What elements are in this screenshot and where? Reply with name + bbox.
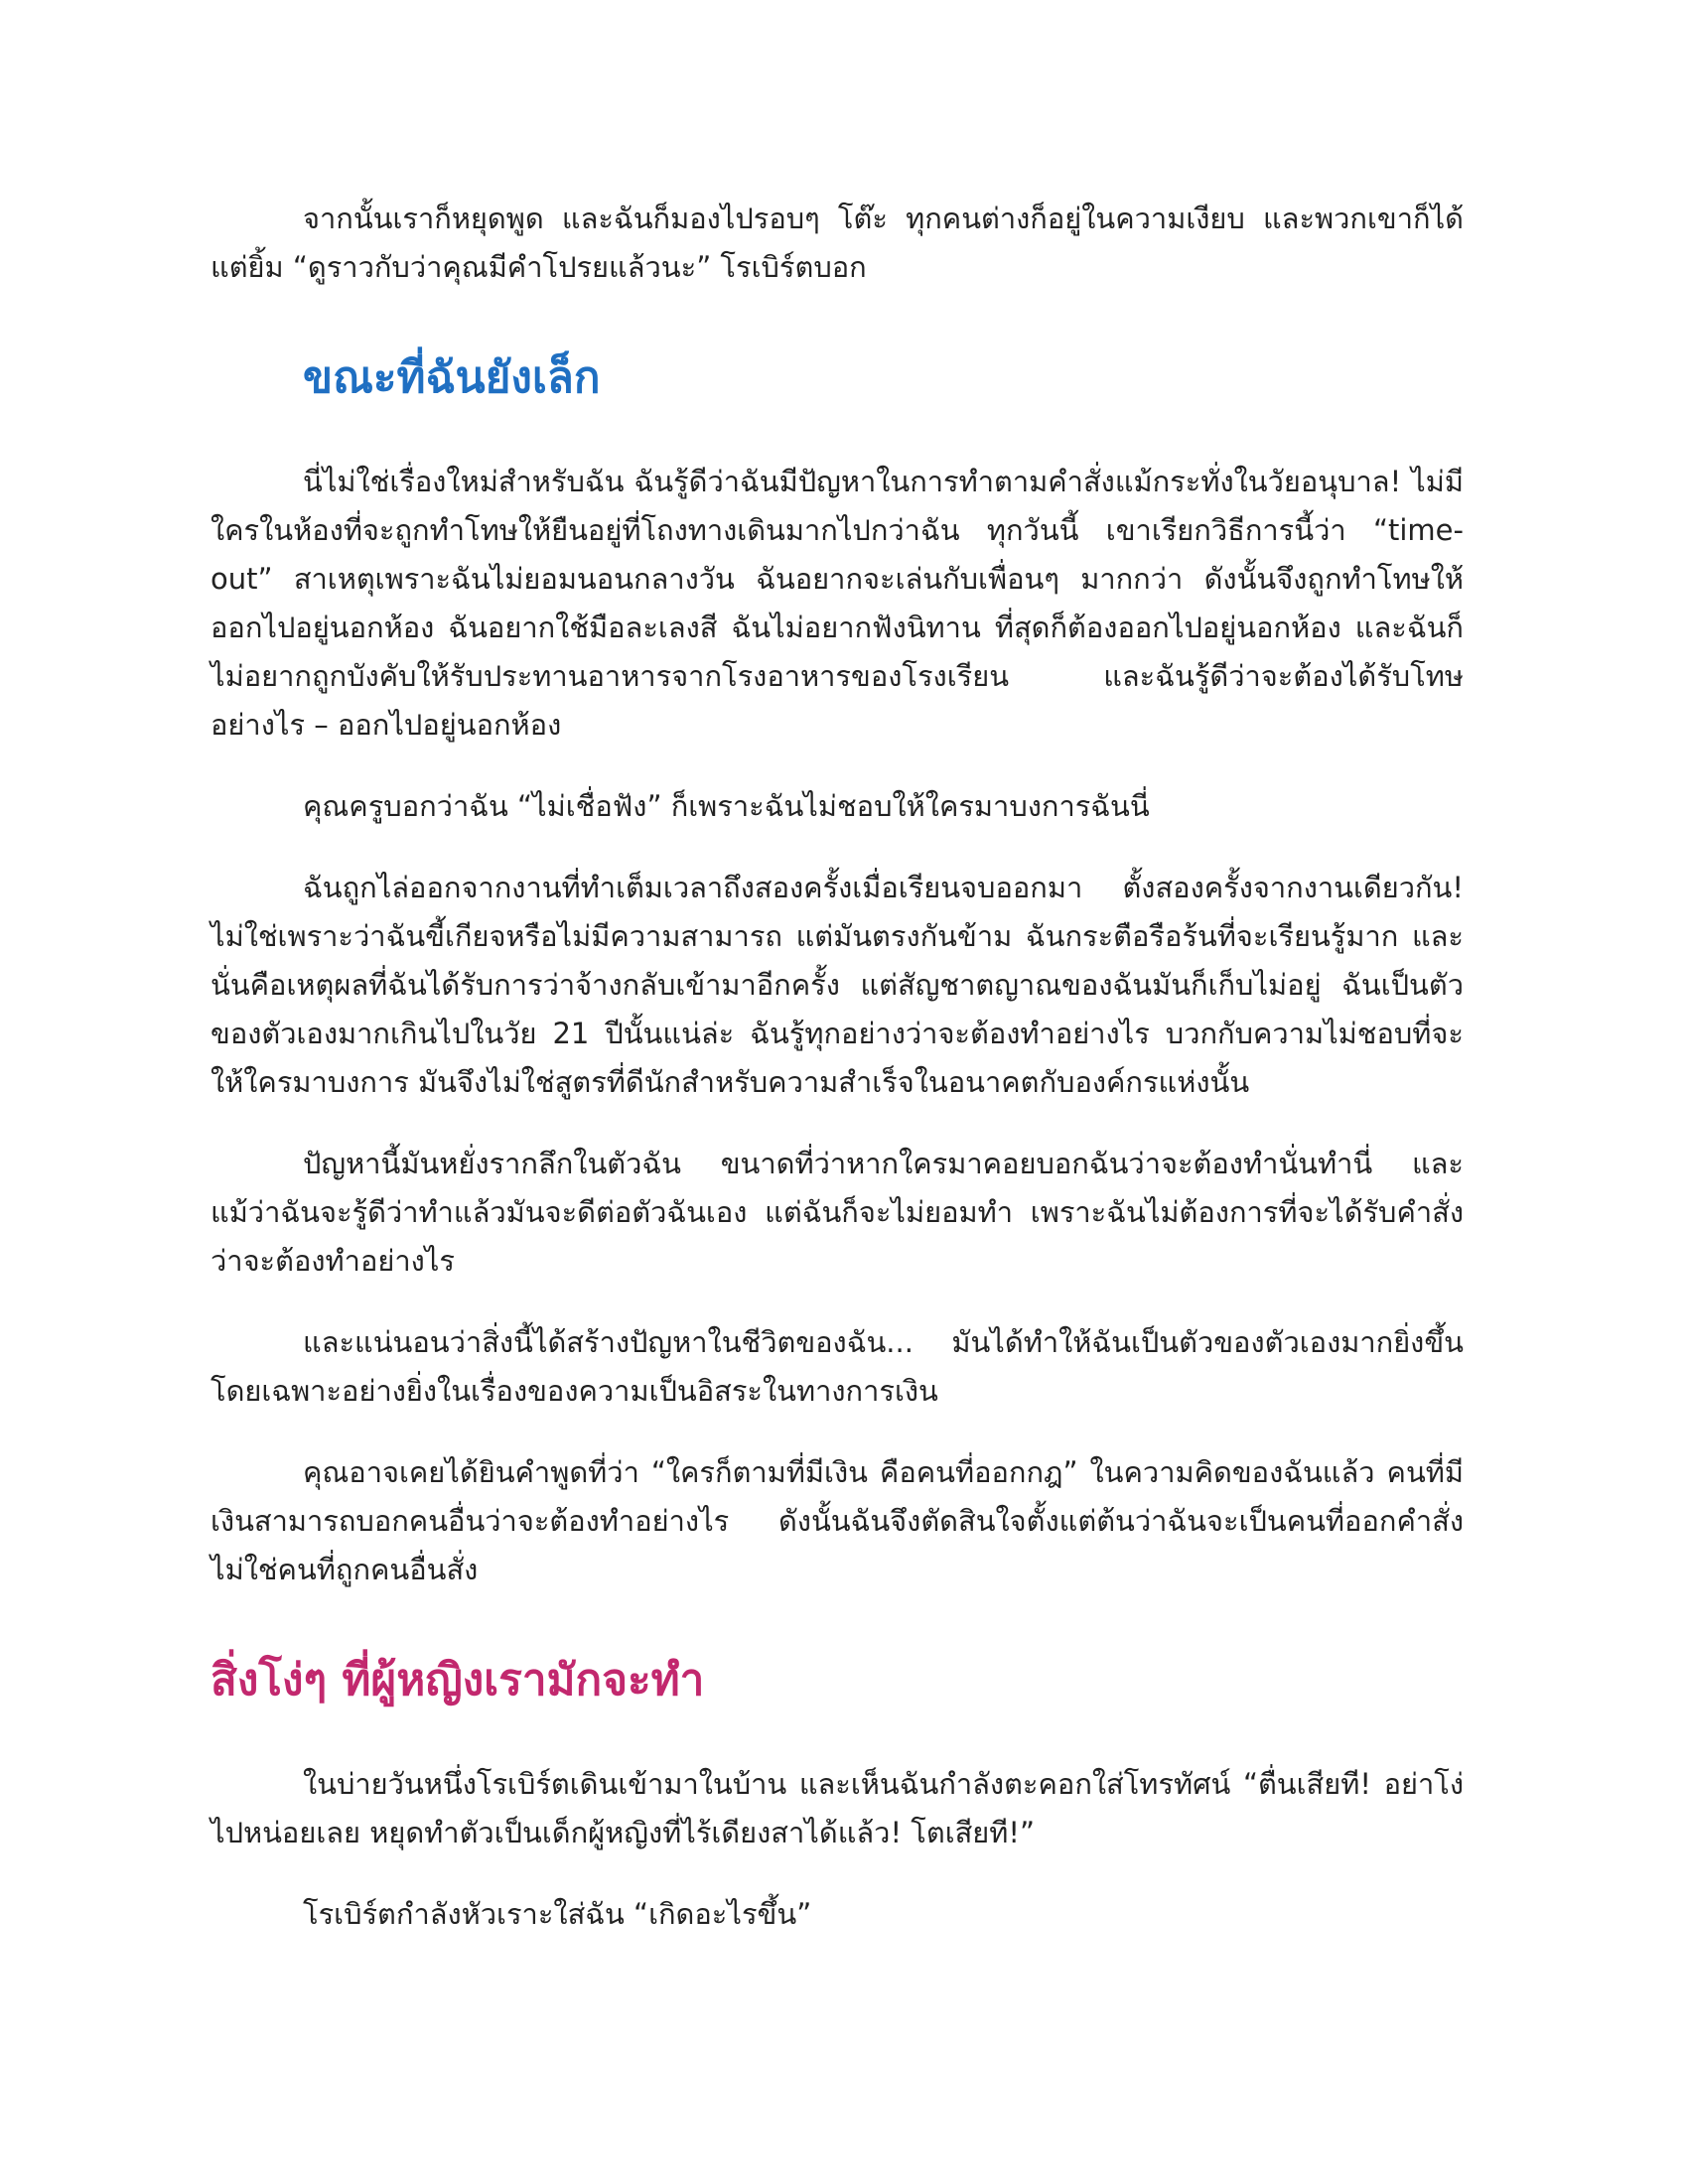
paragraph: คุณครูบอกว่าฉัน “ไม่เชื่อฟัง” ก็เพราะฉันไม่ชอบให้ใครมาบงการฉันนี่ <box>303 789 1150 823</box>
section-women-mistakes <box>211 1651 1688 1939</box>
paragraph: และแน่นอนว่าสิ่งนี้ได้สร้างปัญหาในชีวิตของฉัน... มันได้ทำให้ฉันเป็นตัวของตัวเองมากยิ่งขึ้น โดยเฉพาะอย่างยิ่งในเรื่องของความเป็นอิสระในทางการเงิน <box>211 1325 1464 1408</box>
paragraph: ฉันถูกไล่ออกจากงานที่ทำเต็มเวลาถึงสองครั้งเมื่อเรียนจบออกมา ตั้งสองครั้งจากงานเดียวกัน! ไม่ใช่เพราะว่าฉันขี้เกียจหรือไม่มีความสามารถ แต่มันตรงกันข้าม ฉันกระตือรือร้นที่จะเรียนรู้มาก และนั่นคือเหตุผลที่ฉันได้รับการว่าจ้างกลับเข้ามาอีกครั้ง แต่สัญชาตญาณของฉันมันก็เก็บไม่อยู่ ฉันเป็นตัวของตัวเองมากเกินไปในวัย 21 ปีนั้นแน่ล่ะ ฉันรู้ทุกอย่างว่าจะต้องทำอย่างไร บวกกับความไม่ชอบที่จะให้ใครมาบงการ มันจึงไม่ใช่สูตรที่ดีนักสำหรับความสำเร็จในอนาคตกับองค์กรแห่งนั้น <box>211 871 1464 1099</box>
paragraph: ปัญหานี้มันหยั่งรากลึกในตัวฉัน ขนาดที่ว่าหากใครมาคอยบอกฉันว่าจะต้องทำนั่นทำนี่ และแม้ว่าฉันจะรู้ดีว่าทำแล้วมันจะดีต่อตัวฉันเอง แต่ฉันก็จะไม่ยอมทำ เพราะฉันไม่ต้องการที่จะได้รับคำสั่งว่าจะต้องทำอย่างไร <box>211 1147 1464 1278</box>
paragraph: คุณอาจเคยได้ยินคำพูดที่ว่า “ใครก็ตามที่มีเงิน คือคนที่ออกกฎ” ในความคิดของฉันแล้ว คนที่มีเงินสามารถบอกคนอื่นว่าจะต้องทำอย่างไร ดังนั้นฉันจึงตัดสินใจตั้งแต่ต้นว่าฉันจะเป็นคนที่ออกคำสั่ง ไม่ใช่คนที่ถูกคนอื่นสั่ง <box>211 1455 1464 1586</box>
section-heading-childhood: ขณะที่ฉันยังเล็ก <box>303 352 601 403</box>
paragraph: นี่ไม่ใช่เรื่องใหม่สำหรับฉัน ฉันรู้ดีว่าฉันมีปัญหาในการทำตามคำสั่งแม้กระทั่งในวัยอนุบาล! ไม่มีใครในห้องที่จะถูกทำโทษให้ยืนอยู่ที่โถงทางเดินมากไปกว่าฉัน ทุกวันนี้ เขาเรียกวิธีการนี้ว่า “time-out” สาเหตุเพราะฉันไม่ยอมนอนกลางวัน ฉันอยากจะเล่นกับเพื่อนๆ มากกว่า ดังนั้นจึงถูกทำโทษให้ออกไปอยู่นอกห้อง ฉันอยากใช้มือละเลงสี ฉันไม่อยากฟังนิทาน ที่สุดก็ต้องออกไปอยู่นอกห้อง และฉันก็ไม่อยากถูกบังคับให้รับประทานอาหารจากโรงอาหารของโรงเรียน และฉันรู้ดีว่าจะต้องได้รับโทษอย่างไร – ออกไปอยู่นอกห้อง <box>211 465 1464 742</box>
section-childhood <box>211 348 1688 1594</box>
paragraph: โรเบิร์ตกำลังหัวเราะใส่ฉัน “เกิดอะไรขึ้น” <box>303 1897 812 1931</box>
paragraph: จากนั้นเราก็หยุดพูด และฉันก็มองไปรอบๆ โต๊ะ ทุกคนต่างก็อยู่ในความเงียบ และพวกเขาก็ได้แต่ยิ้ม “ดูราวกับว่าคุณมีคำโปรยแล้วนะ” โรเบิร์ตบอก <box>211 202 1464 284</box>
section-intro <box>211 195 1688 292</box>
section-heading-women-mistakes: สิ่งโง่ๆ ที่ผู้หญิงเรามักจะทำ <box>211 1655 705 1706</box>
paragraph: ในบ่ายวันหนึ่งโรเบิร์ตเดินเข้ามาในบ้าน และเห็นฉันกำลังตะคอกใส่โทรทัศน์ “ตื่นเสียที! อย่าโง่ไปหน่อยเลย หยุดทำตัวเป็นเด็กผู้หญิงที่ไร้เดียงสาได้แล้ว! โตเสียที!” <box>211 1767 1464 1849</box>
